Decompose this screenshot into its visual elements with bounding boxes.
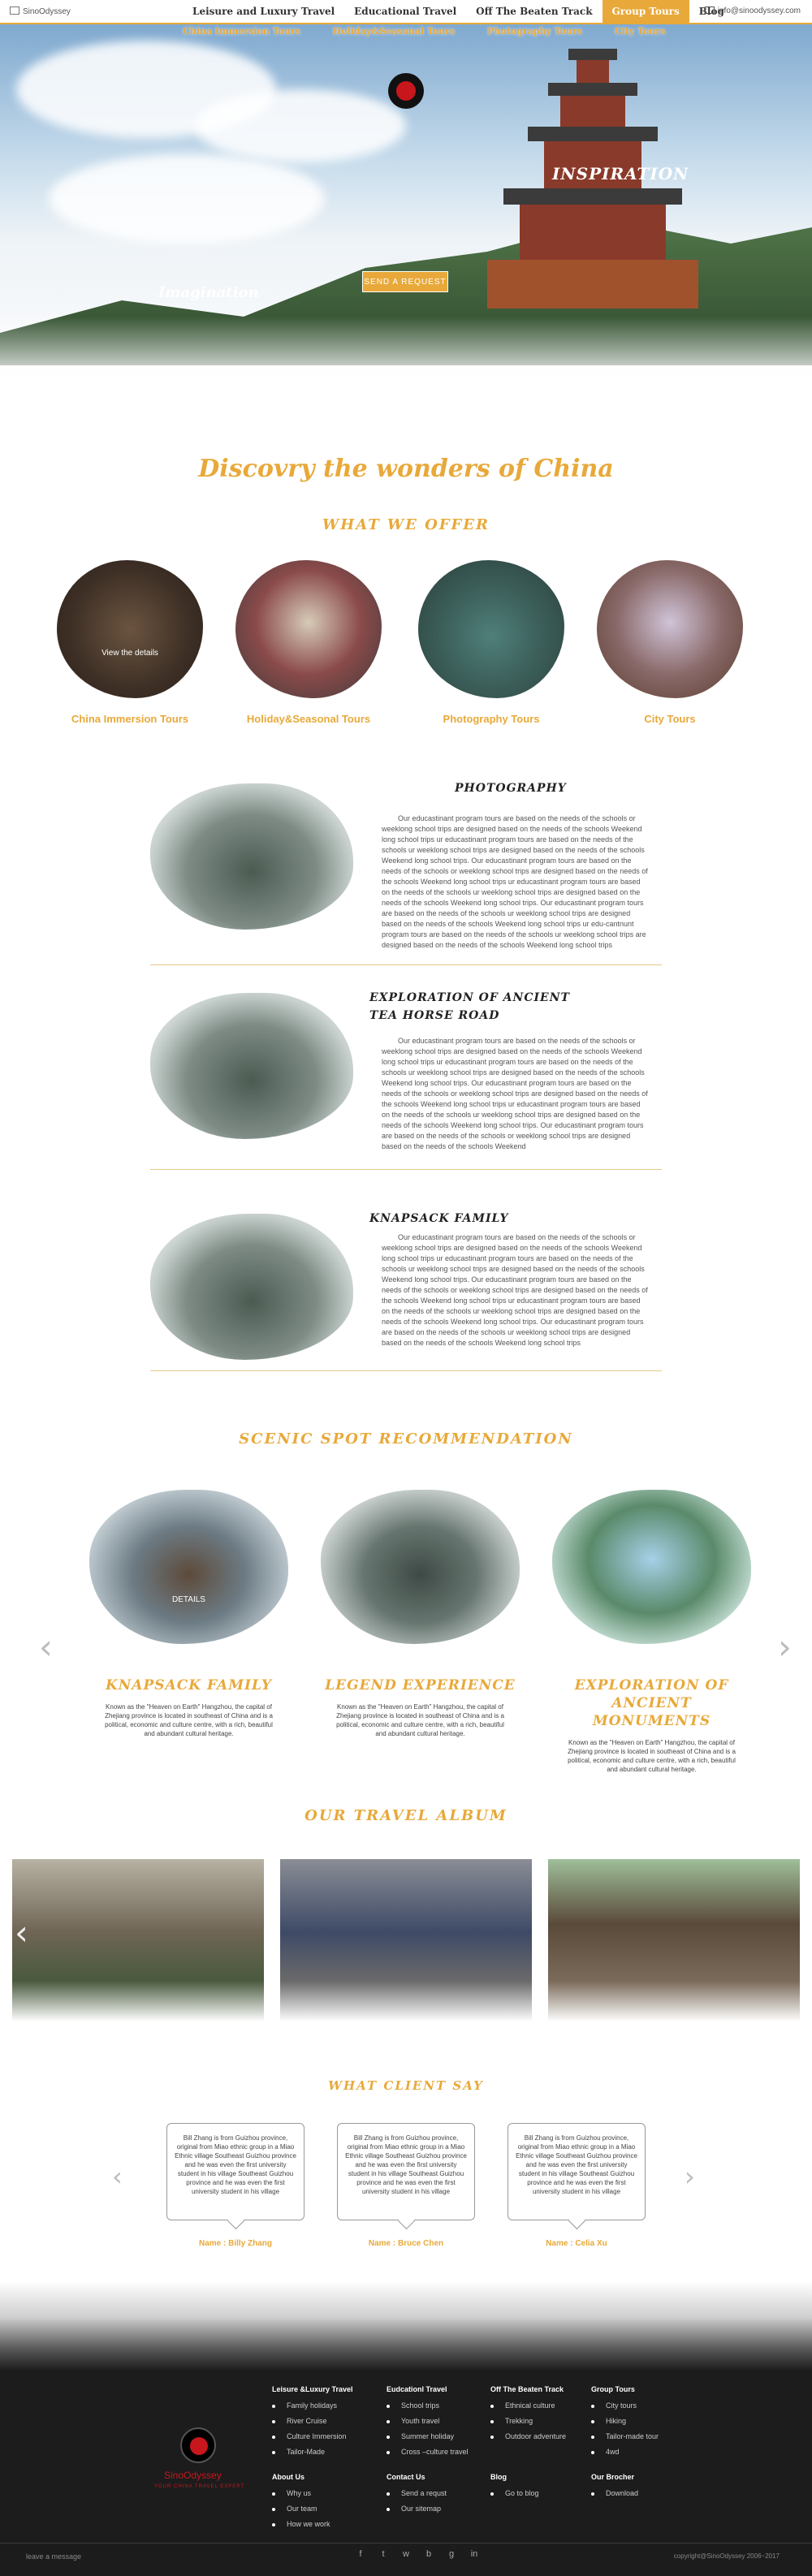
feature-text: Our educastinant program tours are based on the needs of the schools or weeklong school trips are designed based on the needs of the schools Weekend long school trips ur educastinant program tours are based on the needs of the schools ur weeklong school trips are designed based on the needs of the schools Weekend long school trips. Our educastinant program tours are based on the needs of the schools or weeklong school trips are designed based on the needs of the schools Weekend long school trips ur educastinant program tours are based on the needs of the schools ur weeklong school trips are designed based on the needs of the schools Weekend long school trips. Our educastinant program tours are based on the needs of the schools ur weeklong school trips are designed based on the needs of the schools Weekend long school trips <box>382 1233 648 1347</box>
nav-group-tours[interactable]: Group Tours <box>603 0 689 23</box>
feature-title: EXPLORATION OF ANCIENT TEA HORSE ROAD <box>369 991 570 1022</box>
pagoda-image <box>471 41 715 349</box>
footer-link[interactable]: River Cruise <box>272 2414 353 2429</box>
brand-name: SinoOdyssey <box>23 7 71 16</box>
footer-col-title: Contact Us <box>387 2473 425 2481</box>
offer-label[interactable]: China Immersion Tours <box>71 713 189 725</box>
feature-tea-horse-road <box>150 989 662 1167</box>
footer-slogan: YOUR CHINA TRAVEL EXPERT <box>154 2484 245 2489</box>
offer-label[interactable]: City Tours <box>644 713 696 725</box>
fog-overlay <box>0 317 812 414</box>
scenic-title: LEGEND EXPERIENCE <box>325 1677 516 1694</box>
nav-educational-travel[interactable]: Educational Travel <box>354 6 457 17</box>
feature-text: Our educastinant program tours are based on the needs of the schools or weeklong school trips are designed based on the needs of the schools Weekend long school trips ur educastinant program tours are based on the needs of the schools ur weeklong school trips are designed based on the needs of the schools Weekend long school trips. Our educastinant program tours are based on the needs of the schools or weeklong school trips are designed based on the needs of the schools Weekend long school trips ur educastinant program tours are based on the needs of the schools ur weeklong school trips are designed based on the needs of the schools Weekend long school trips. Our educastinant program tours are based on the needs of the schools or weeklong school trips are designed based on the needs of the schools Weekend <box>382 1037 648 1150</box>
feature-image <box>150 783 353 930</box>
footer-link[interactable]: 4wd <box>591 2444 659 2460</box>
scenic-title: EXPLORATION OF ANCIENT MONUMENTS <box>574 1677 729 1729</box>
album-photo[interactable] <box>280 1859 532 2022</box>
album-prev-arrow-icon[interactable]: ‹ <box>15 1913 28 1952</box>
footer-col-title: About Us <box>272 2473 304 2481</box>
subnav-photography-tours[interactable]: Photography Tours <box>487 26 582 37</box>
testimonial-text: Bill Zhang is from Guizhou province, original from Miao ethnic group in a Miao Ethnic village Southeast Guizhou province and he was even the first university student in his village Southeast Guizhou province and he was even the first university student in his village <box>175 2134 296 2195</box>
offer-image[interactable] <box>57 560 203 698</box>
testimonial-text: Bill Zhang is from Guizhou province, original from Miao ethnic group in a Miao Ethnic village Southeast Guizhou province and he was even the first university student in his village Southeast Guizhou province and he was even the first university student in his village <box>345 2134 467 2195</box>
footer-link[interactable]: How we work <box>272 2517 330 2532</box>
wechat-icon[interactable]: w <box>403 2549 409 2559</box>
subnav-city-tours[interactable]: City Tours <box>614 26 666 37</box>
envelope-icon <box>705 6 715 14</box>
footer-col-off-track <box>490 2385 566 2444</box>
subnav-holiday-seasonal-tours[interactable]: Holiday&Seasonal Tours <box>332 26 456 37</box>
footer-link[interactable]: Download <box>591 2486 638 2501</box>
client-say-heading: WHAT CLIENT SAY <box>328 2078 484 2093</box>
footer-col-title: Eudcationl Travel <box>387 2385 447 2393</box>
testimonial-name: Name : Celia Xu <box>546 2239 607 2248</box>
scenic-text: Known as the "Heaven on Earth" Hangzhou, the capital of Zhejiang province is located in southeast of China and is a political, economic and culture centre, with a rich, beautiful and abundant cultural heritage. <box>336 1703 504 1737</box>
nav-off-the-beaten-track[interactable]: Off The Beaten Track <box>476 6 593 17</box>
offer-label[interactable]: Photography Tours <box>443 713 540 725</box>
testimonial-bubble <box>166 2123 304 2220</box>
sub-navigation <box>0 26 812 44</box>
footer-link[interactable]: Youth travel <box>387 2414 469 2429</box>
offer-label[interactable]: Holiday&Seasonal Tours <box>246 713 371 725</box>
scenic-prev-arrow-icon[interactable]: ‹ <box>39 1627 53 1667</box>
hero-imagination-text: Imagination <box>158 284 259 301</box>
footer-link[interactable]: Culture Immersion <box>272 2429 353 2444</box>
scenic-card[interactable] <box>89 1490 288 1738</box>
feature-text: Our educastinant program tours are based on the needs of the schools or weeklong school trips are designed based on the needs of the schools Weekend long school trips ur educastinant program tours are based on the needs of the schools ur weeklong school trips are designed based on the needs of the schools Weekend long school trips. Our educastinant program tours are based on the needs of the schools or weeklong school trips are designed based on the needs of the schools Weekend long school trips ur educastinant program tours are based on the needs of the schools ur weeklong school trips are designed based on the needs of the schools Weekend long school trips. Our educastinant program tours are based on the needs of the schools ur weeklong school trips are designed based on the needs of the schools Weekend long school trips ur edu-cantnunt program tours are based on the needs of the schools ur weeklong school trips are designed based on the needs of the schools Weekend long school trips <box>382 814 648 949</box>
footer-link[interactable]: Outdoor adventure <box>490 2429 566 2444</box>
footer-col-brochure <box>591 2473 638 2501</box>
scenic-text: Known as the "Heaven on Earth" Hangzhou, the capital of Zhejiang province is located in southeast of China and is a political, economic and culture centre, with a rich, beautiful and abundant cultural heritage. <box>568 1739 736 1773</box>
footer-brand-name: SinoOdyssey <box>164 2470 222 2481</box>
weibo-icon[interactable]: b <box>425 2549 432 2559</box>
scenic-text: Known as the "Heaven on Earth" Hangzhou, the capital of Zhejiang province is located in southeast of China and is a political, economic and culture centre, with a rich, beautiful and abundant cultural heritage. <box>105 1703 273 1737</box>
scenic-image[interactable] <box>321 1490 520 1644</box>
feature-photography <box>150 779 662 958</box>
divider <box>150 1169 662 1170</box>
testimonial-bubble <box>508 2123 646 2220</box>
footer-col-title: Off The Beaten Track <box>490 2385 564 2393</box>
nav-leisure-luxury-travel[interactable]: Leisure and Luxury Travel <box>192 6 335 17</box>
offer-card[interactable] <box>597 560 743 725</box>
footer-link[interactable]: Trekking <box>490 2414 566 2429</box>
email-link[interactable] <box>705 6 801 15</box>
footer-col-leisure <box>272 2385 353 2460</box>
testimonial-name: Name : Billy Zhang <box>198 2239 272 2248</box>
offer-card[interactable] <box>418 560 564 725</box>
footer-link[interactable]: Why us <box>272 2486 330 2501</box>
album-photo[interactable] <box>548 1859 800 2022</box>
footer-link[interactable]: Ethnical culture <box>490 2398 566 2414</box>
brand-link[interactable] <box>10 6 71 16</box>
brand-logo-icon <box>388 73 424 109</box>
footer-link[interactable]: Family holidays <box>272 2398 353 2414</box>
offer-image[interactable] <box>418 560 564 698</box>
footer-col-about <box>272 2473 330 2532</box>
offer-image[interactable] <box>235 560 382 698</box>
footer-col-title: Leisure &Luxury Travel <box>272 2385 353 2393</box>
details-link[interactable]: DETAILS <box>172 1595 205 1604</box>
footer-link[interactable]: Send a requst <box>387 2486 447 2501</box>
copyright-text: copyright@SinoOdyssey 2006~2017 <box>673 2552 780 2560</box>
footer-link[interactable]: City tours <box>591 2398 659 2414</box>
top-navigation-bar <box>0 0 812 24</box>
footer-link[interactable]: School trips <box>387 2398 469 2414</box>
facebook-icon[interactable]: f <box>359 2549 362 2559</box>
hero-inspiration-text: INSPIRATION <box>552 164 689 183</box>
footer-col-title: Blog <box>490 2473 507 2481</box>
client-next-arrow-icon[interactable]: › <box>685 2161 695 2192</box>
testimonial-bubble <box>337 2123 475 2220</box>
footer-col-blog <box>490 2473 539 2501</box>
offer-image[interactable] <box>597 560 743 698</box>
what-we-offer-heading: WHAT WE OFFER <box>322 516 490 533</box>
feature-title: KNAPSACK FAMILY <box>369 1212 509 1225</box>
scenic-image[interactable] <box>89 1490 288 1644</box>
twitter-icon[interactable]: t <box>382 2549 385 2559</box>
cloud <box>195 89 406 162</box>
footer-link[interactable]: Cross –culture travel <box>387 2444 469 2460</box>
scenic-title: KNAPSACK FAMILY <box>105 1677 272 1694</box>
feature-image <box>150 993 353 1139</box>
footer-link[interactable]: Our team <box>272 2501 330 2517</box>
offer-card[interactable] <box>235 560 382 725</box>
leave-message-link[interactable]: leave a message <box>26 2552 82 2561</box>
album-photo[interactable] <box>12 1859 264 2022</box>
ink-mountain-divider <box>0 2281 812 2371</box>
scenic-image[interactable] <box>552 1490 751 1644</box>
subnav-china-immersion-tours[interactable]: China Immersion Tours <box>183 26 300 37</box>
footer-link[interactable]: Hiking <box>591 2414 659 2429</box>
linkedin-icon[interactable]: in <box>470 2549 478 2559</box>
footer-col-group-tours <box>591 2385 659 2460</box>
scenic-next-arrow-icon[interactable]: › <box>778 1627 792 1667</box>
feature-title: PHOTOGRAPHY <box>455 782 567 795</box>
social-links <box>356 2549 479 2559</box>
send-request-button[interactable]: SEND A REQUEST <box>362 271 448 292</box>
footer-col-title: Our Brocher <box>591 2473 635 2481</box>
scenic-card[interactable] <box>552 1490 751 1774</box>
footer-divider <box>0 2543 812 2544</box>
scenic-card[interactable] <box>321 1490 520 1738</box>
nav-blog[interactable]: Blog <box>698 6 724 17</box>
footer-col-contact <box>387 2473 447 2517</box>
feature-image <box>150 1214 353 1360</box>
footer-link[interactable]: Tailor-made tour <box>591 2429 659 2444</box>
google-icon[interactable]: g <box>448 2549 455 2559</box>
footer-col-title: Group Tours <box>591 2385 635 2393</box>
divider <box>150 1370 662 1371</box>
footer-link[interactable]: Our sitemap <box>387 2501 447 2517</box>
scenic-heading: SCENIC SPOT RECOMMENDATION <box>239 1430 573 1448</box>
feature-knapsack-family <box>150 1210 662 1388</box>
footer-link[interactable]: Go to blog <box>490 2486 539 2501</box>
view-details-link[interactable]: View the details <box>102 649 158 658</box>
offer-card[interactable] <box>57 560 203 725</box>
main-nav <box>183 0 734 23</box>
footer-link[interactable]: Tailor-Made <box>272 2444 353 2460</box>
home-icon <box>10 6 19 15</box>
divider <box>150 964 662 965</box>
cloud <box>49 154 325 244</box>
discover-heading: Discovry the wonders of China <box>198 455 614 483</box>
site-footer <box>0 2371 812 2576</box>
footer-logo-icon[interactable] <box>180 2427 216 2463</box>
testimonial-text: Bill Zhang is from Guizhou province, original from Miao ethnic group in a Miao Ethnic village Southeast Guizhou province and he was even the first university student in his village Southeast Guizhou province and he was even the first university student in his village <box>516 2134 637 2195</box>
testimonial-name: Name : Bruce Chen <box>368 2239 444 2248</box>
client-prev-arrow-icon[interactable]: ‹ <box>112 2161 123 2192</box>
footer-link[interactable]: Summer holiday <box>387 2429 469 2444</box>
album-heading: OUR TRAVEL ALBUM <box>304 1807 508 1824</box>
footer-col-educational <box>387 2385 469 2460</box>
hero-banner <box>0 24 812 414</box>
email-address: info@sinoodyssey.com <box>717 6 801 15</box>
